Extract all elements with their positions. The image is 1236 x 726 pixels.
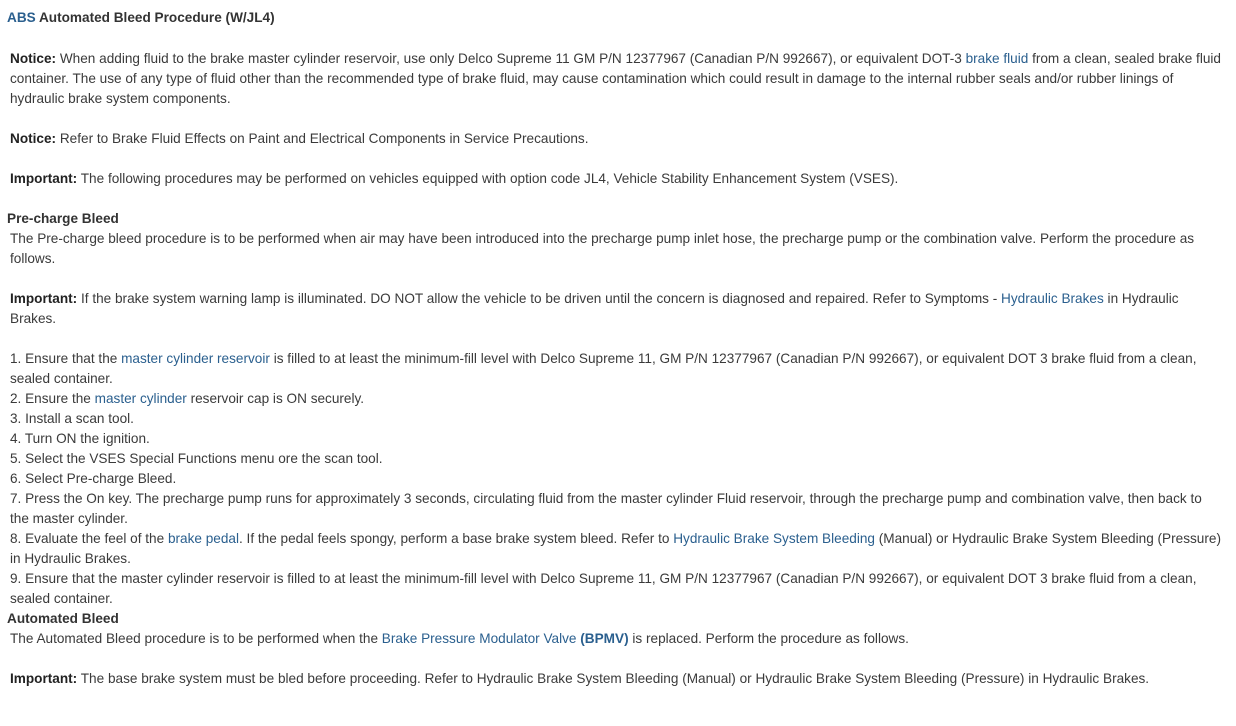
important-paragraph-base-bleed [7,669,1224,689]
step-text-continued: reservoir cap is ON securely. [186,391,365,406]
step-text: 1. Ensure that the [10,351,122,366]
precharge-steps-list [7,349,1224,609]
page-title [7,8,1224,28]
step-text-end: (Manual) or Hydraulic Brake System Bleeding (Pressure) in Hydraulic Brakes. [10,531,1221,566]
list-item: 6. Select Pre-charge Bleed. [10,471,177,486]
important-text-continued: in Hydraulic Brakes. [10,291,1179,326]
important-text: The base brake system must be bled before proceeding. Refer to Hydraulic Brake System Bleeding (Manual) or Hydraulic Brake System Bleeding (Pressure) in Hydraulic Brakes. [77,671,1150,686]
notice-label: Notice: [10,131,57,146]
list-item [7,349,1224,389]
list-item: 5. Select the VSES Special Functions menu ore the scan tool. [10,451,383,466]
hydraulic-brake-system-bleeding-link[interactable]: Hydraulic Brake System Bleeding [673,531,875,546]
automated-description [7,629,1224,649]
important-label: Important: [10,171,78,186]
notice-paragraph-paint [7,129,1224,149]
list-item [7,389,1224,409]
notice-text-continued: from a clean, sealed brake fluid container. The use of any type of fluid other than the recommended type of brake fluid, may cause contamination which could result in damage to the internal rubber seals and/or rubber linings of hydraulic brake system components. [10,51,1221,106]
step-text-continued: . If the pedal feels spongy, perform a base brake system bleed. Refer to [239,531,674,546]
step-text: 8. Evaluate the feel of the [10,531,168,546]
notice-text: Refer to Brake Fluid Effects on Paint and Electrical Components in Service Precautions. [56,131,589,146]
notice-text: When adding fluid to the brake master cylinder reservoir, use only Delco Supreme 11 GM P/N 12377967 (Canadian P/N 992667), or equivalent DOT-3 [56,51,966,66]
notice-label: Notice: [10,51,57,66]
bpmv-abbrev-link[interactable]: (BPMV) [580,631,629,646]
important-label: Important: [10,291,78,306]
brake-fluid-link[interactable]: brake fluid [965,51,1029,66]
section-heading-precharge: Pre-charge Bleed [7,211,119,226]
list-item: 7. Press the On key. The precharge pump runs for approximately 3 seconds, circulating fluid from the master cylinder Fluid reservoir, through the precharge pump and combination valve, then back to the master cylinder. [10,491,1202,526]
master-cylinder-link[interactable]: master cylinder [94,391,187,406]
brake-pedal-link[interactable]: brake pedal [167,531,239,546]
abs-link[interactable]: ABS [7,10,36,25]
step-text-continued: is filled to at least the minimum-fill level with Delco Supreme 11, GM P/N 12377967 (Canadian P/N 992667), or equivalent DOT 3 brake fluid from a clean, sealed container. [10,351,1197,386]
precharge-description: The Pre-charge bleed procedure is to be performed when air may have been introduced into the precharge pump inlet hose, the precharge pump or the combination valve. Perform the procedure as follows. [10,231,1195,266]
list-item: 3. Install a scan tool. [10,411,134,426]
master-cylinder-reservoir-link[interactable]: master cylinder reservoir [121,351,270,366]
automated-text-continued: is replaced. Perform the procedure as follows. [628,631,909,646]
page-title-text: Automated Bleed Procedure (W/JL4) [35,10,275,25]
notice-paragraph-fluid [7,49,1224,109]
important-paragraph-warning-lamp [7,289,1224,329]
list-item: 4. Turn ON the ignition. [10,431,150,446]
section-heading-automated: Automated Bleed [7,611,119,626]
list-item: 9. Ensure that the master cylinder reservoir is filled to at least the minimum-fill level with Delco Supreme 11, GM P/N 12377967 (Canadian P/N 992667), or equivalent DOT 3 brake fluid from a clean, sealed container. [10,571,1197,606]
hydraulic-brakes-link[interactable]: Hydraulic Brakes [1001,291,1104,306]
important-text: If the brake system warning lamp is illuminated. DO NOT allow the vehicle to be driven until the concern is diagnosed and repaired. Refer to Symptoms - [77,291,1002,306]
important-label: Important: [10,671,78,686]
important-text: The following procedures may be performed on vehicles equipped with option code JL4, Vehicle Stability Enhancement System (VSES). [77,171,899,186]
bpmv-link[interactable]: Brake Pressure Modulator Valve [381,631,577,646]
step-text: 2. Ensure the [10,391,95,406]
list-item [7,529,1224,569]
important-paragraph-vses [7,169,1224,189]
automated-text: The Automated Bleed procedure is to be performed when the [10,631,382,646]
